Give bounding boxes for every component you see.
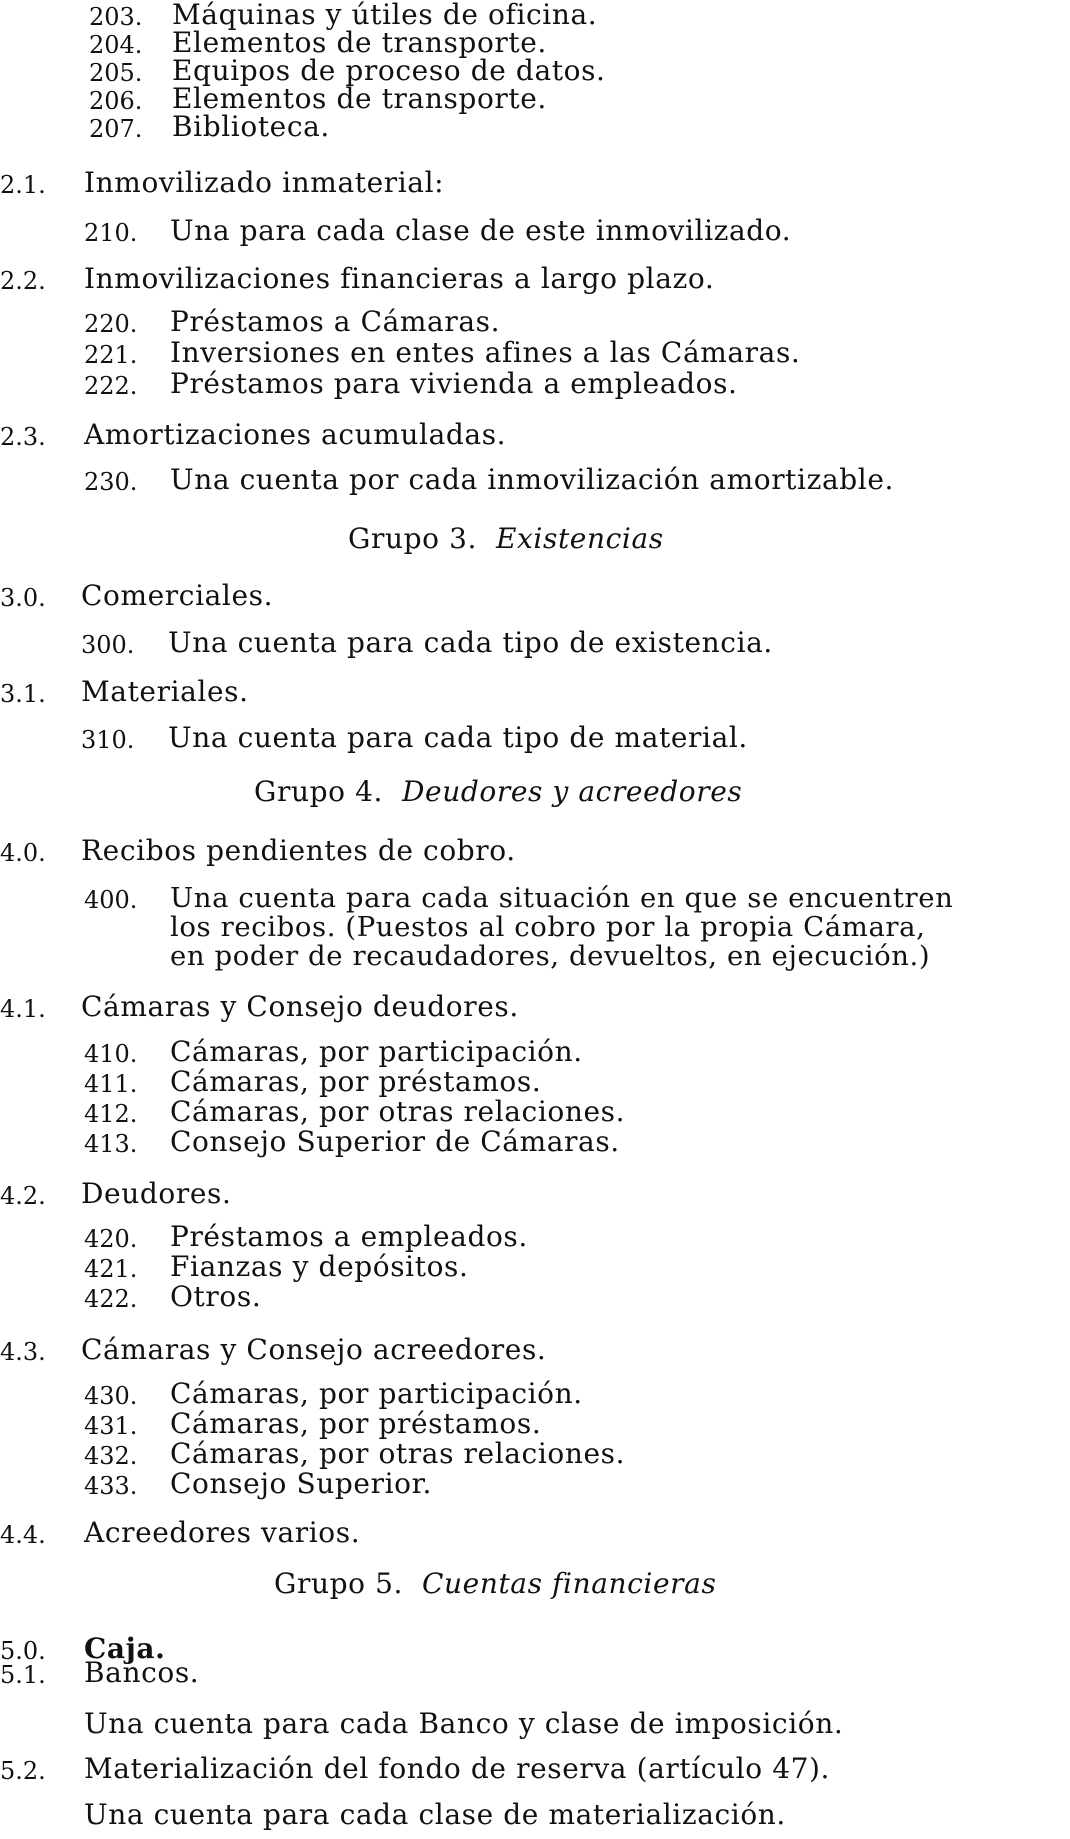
item-text: Elementos de transporte. <box>172 26 547 59</box>
item-code: 210. <box>84 219 138 247</box>
item-code: 300. <box>81 631 135 659</box>
item-code: 433. <box>84 1472 138 1500</box>
item-code: 413. <box>84 1130 138 1158</box>
section-code: 4.1. <box>0 995 46 1023</box>
section-title: Materialización del fondo de reserva (artículo 47). <box>84 1752 831 1785</box>
item-text: Una cuenta para cada tipo de material. <box>168 721 748 754</box>
item-code: 400. <box>84 886 138 914</box>
group-title: Existencias <box>496 522 664 555</box>
item-text: Fianzas y depósitos. <box>170 1250 469 1283</box>
item-text: Préstamos a Cámaras. <box>170 305 501 338</box>
item-text: Elementos de transporte. <box>172 82 547 115</box>
item-code: 430. <box>84 1382 138 1410</box>
item-code: 203. <box>89 3 143 31</box>
item-code: 222. <box>84 372 138 400</box>
section-title: Cámaras y Consejo acreedores. <box>81 1333 547 1366</box>
section-code: 2.1. <box>0 171 46 199</box>
section-title: Materiales. <box>81 675 249 708</box>
item-text: Consejo Superior de Cámaras. <box>170 1125 620 1158</box>
section-code: 3.0. <box>0 584 46 612</box>
item-text: Cámaras, por participación. <box>170 1035 583 1068</box>
section-title: Inmovilizaciones financieras a largo plazo. <box>84 262 715 295</box>
item-text: Préstamos para vivienda a empleados. <box>170 367 738 400</box>
section-code: 5.1. <box>0 1661 46 1689</box>
item-code: 204. <box>89 31 143 59</box>
section-title: Amortizaciones acumuladas. <box>84 418 507 451</box>
section-title: Acreedores varios. <box>84 1516 361 1549</box>
item-text: Cámaras, por otras relaciones. <box>170 1095 626 1128</box>
item-code: 221. <box>84 341 138 369</box>
item-text-line: Una cuenta para cada situación en que se encuentren <box>170 882 954 914</box>
item-code: 205. <box>89 59 143 87</box>
section-code: 4.4. <box>0 1521 46 1549</box>
item-code: 230. <box>84 468 138 496</box>
section-code: 5.0. <box>0 1637 46 1665</box>
section-title: Inmovilizado inmaterial: <box>84 166 445 199</box>
item-text: Una para cada clase de este inmovilizado. <box>170 214 792 247</box>
item-code: 310. <box>81 726 135 754</box>
section-code: 5.2. <box>0 1757 46 1785</box>
section-code: 3.1. <box>0 680 46 708</box>
section-title: Deudores. <box>81 1177 232 1210</box>
item-text: Consejo Superior. <box>170 1467 433 1500</box>
section-code: 4.0. <box>0 839 46 867</box>
item-text-line: los recibos. (Puestos al cobro por la propia Cámara, <box>170 911 926 943</box>
section-note: Una cuenta para cada Banco y clase de imposición. <box>84 1707 844 1740</box>
item-text: Cámaras, por otras relaciones. <box>170 1437 626 1470</box>
item-code: 206. <box>89 87 143 115</box>
item-code: 420. <box>84 1225 138 1253</box>
section-code: 4.2. <box>0 1182 46 1210</box>
group-title: Cuentas financieras <box>422 1567 717 1600</box>
section-title: Cámaras y Consejo deudores. <box>81 990 519 1023</box>
item-text: Inversiones en entes afines a las Cámaras. <box>170 336 801 369</box>
item-code: 220. <box>84 310 138 338</box>
group-heading-5 <box>274 1568 716 1600</box>
item-text: Biblioteca. <box>172 110 330 143</box>
section-title: Caja. <box>84 1632 166 1665</box>
group-label: Grupo 5. <box>274 1567 403 1600</box>
item-code: 432. <box>84 1442 138 1470</box>
group-label: Grupo 3. <box>348 522 477 555</box>
item-text-line: en poder de recaudadores, devueltos, en ejecución.) <box>170 940 931 972</box>
section-code: 2.3. <box>0 423 46 451</box>
item-text: Equipos de proceso de datos. <box>172 54 606 87</box>
section-code: 2.2. <box>0 267 46 295</box>
item-code: 412. <box>84 1100 138 1128</box>
item-code: 421. <box>84 1255 138 1283</box>
item-text: Cámaras, por préstamos. <box>170 1065 542 1098</box>
group-heading-4 <box>254 776 742 808</box>
item-text: Máquinas y útiles de oficina. <box>172 0 598 31</box>
item-text: Otros. <box>170 1280 262 1313</box>
item-text: Préstamos a empleados. <box>170 1220 528 1253</box>
item-code: 207. <box>89 115 143 143</box>
item-code: 411. <box>84 1070 138 1098</box>
group-label: Grupo 4. <box>254 775 383 808</box>
item-code: 431. <box>84 1412 138 1440</box>
item-text: Una cuenta para cada tipo de existencia. <box>168 626 773 659</box>
group-heading-3 <box>348 523 664 555</box>
section-note: Una cuenta para cada clase de materialización. <box>84 1798 786 1831</box>
item-code: 422. <box>84 1285 138 1313</box>
item-text: Cámaras, por préstamos. <box>170 1407 542 1440</box>
section-title: Recibos pendientes de cobro. <box>81 834 516 867</box>
item-text: Cámaras, por participación. <box>170 1377 583 1410</box>
item-text: Una cuenta por cada inmovilización amortizable. <box>170 463 894 496</box>
section-title: Comerciales. <box>81 579 274 612</box>
section-code: 4.3. <box>0 1338 46 1366</box>
group-title: Deudores y acreedores <box>402 775 743 808</box>
section-title: Bancos. <box>84 1656 200 1689</box>
item-code: 410. <box>84 1040 138 1068</box>
